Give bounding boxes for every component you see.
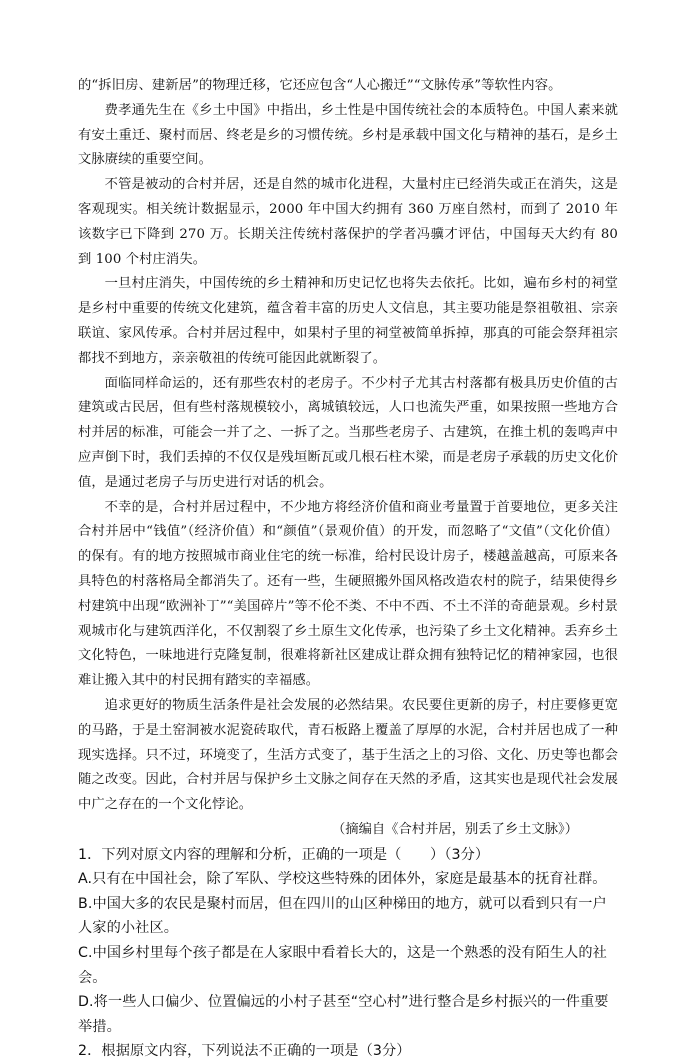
- question-1: [78, 843, 618, 1040]
- question-stem: 1．下列对原文内容的理解和分析，正确的一项是（ ）（3分）: [78, 846, 490, 863]
- article-paragraph: 费孝通先生在《乡土中国》中指出，乡土性是中国传统社会的本质特色。中国人素来就有安土重迁、聚村而居、终老是乡的习惯传统。乡村是承载中国文化与精神的基石，是乡土文脉赓续的重要空间。: [78, 102, 618, 168]
- option-d[interactable]: D.将一些人口偏少、位置偏远的小村子甚至“空心村”进行整合是乡村振兴的一件重要举措。: [78, 994, 609, 1035]
- option-a[interactable]: A.只有在中国社会，除了军队、学校这些特殊的团体外，家庭是最基本的抚育社群。: [78, 871, 607, 888]
- article: [78, 74, 618, 843]
- option-c[interactable]: C.中国乡村里每个孩子都是在人家眼中看着长大的，这是一个熟悉的没有陌生人的社会。: [78, 945, 607, 986]
- article-paragraph: 不幸的是，合村并居过程中，不少地方将经济价值和商业考量置于首要地位，更多关注合村并居中“钱值”（经济价值）和“颜值”（景观价值）的开发，而忽略了“文值”（文化价值）的保有。有的地方按照城市商业住宅的统一标准，给村民设计房子，楼越盖越高，可原来各具特色的村落格局全都消失了。还有一些，生硬照搬外国风格改造农村的院子，结果使得乡村建筑中出现“欧洲补丁”“美国碎片”等不伦不类、不中不西、不土不洋的奇葩景观。乡村景观城市化与建筑西洋化，不仅割裂了乡土原生文化传承，也污染了乡土文化精神。丢弃乡土文化特色，一味地进行克隆复制，很难将新社区建成让群众拥有独特记忆的精神家园，也很难让搬入其中的村民拥有踏实的幸福感。: [78, 499, 618, 689]
- article-source: （摘编自《合村并居，别丢了乡土文脉》）: [332, 821, 578, 837]
- page-content: [78, 74, 618, 1064]
- question-stem: 2．根据原文内容，下列说法不正确的一项是（3分）: [78, 1043, 411, 1060]
- question-2: [78, 1039, 618, 1064]
- article-paragraph: 追求更好的物质生活条件是社会发展的必然结果。农民要住更新的房子，村庄要修更宽的马路，于是土窑洞被水泥瓷砖取代，青石板路上覆盖了厚厚的水泥，合村并居也成了一种现实选择。只不过，环境变了，生活方式变了，基于生活之上的习俗、文化、历史等也都会随之改变。因此，合村并居与保护乡土文脉之间存在天然的矛盾，这其实也是现代社会发展中广之存在的一个文化悖论。: [78, 697, 618, 813]
- article-paragraph: 面临同样命运的，还有那些农村的老房子。不少村子尤其古村落都有极具历史价值的古建筑或古民居，但有些村落规模较小，离城镇较远，人口也流失严重，如果按照一些地方合村并居的标准，可能会一并了之、一拆了之。当那些老房子、古建筑，在推土机的轰鸣声中应声倒下时，我们丢掉的不仅仅是残垣断瓦或几根石柱木梁，而是老房子承载的历史文化价值，是通过老房子与历史进行对话的机会。: [78, 375, 618, 490]
- article-paragraph: 的“拆旧房、建新居”的物理迁移，它还应包含“人心搬迁”“文脉传承”等软性内容。: [78, 78, 562, 93]
- article-paragraph: 一旦村庄消失，中国传统的乡土精神和历史记忆也将失去依托。比如，遍布乡村的祠堂是乡村中重要的传统文化建筑，蕴含着丰富的历史人文信息，其主要功能是祭祖敬祖、宗亲联谊、家风传承。合村并居过程中，如果村子里的祠堂被简单拆掉，那真的可能会祭拜祖宗都找不到地方，亲亲敬祖的传统可能因此就断裂了。: [78, 276, 618, 366]
- article-paragraph: 不管是被动的合村并居，还是自然的城市化进程，大量村庄已经消失或正在消失，这是客观现实。相关统计数据显示，2000 年中国大约拥有 360 万座自然村，而到了 2010 年该数字已下降到 270 万。长期关注传统村落保护的学者冯骥才评估，中国每天大约有 80 到 100 个村庄消失。: [78, 177, 618, 267]
- option-b[interactable]: B.中国大多的农民是聚村而居，但在四川的山区种梯田的地方，就可以看到只有一户人家的小社区。: [78, 895, 607, 937]
